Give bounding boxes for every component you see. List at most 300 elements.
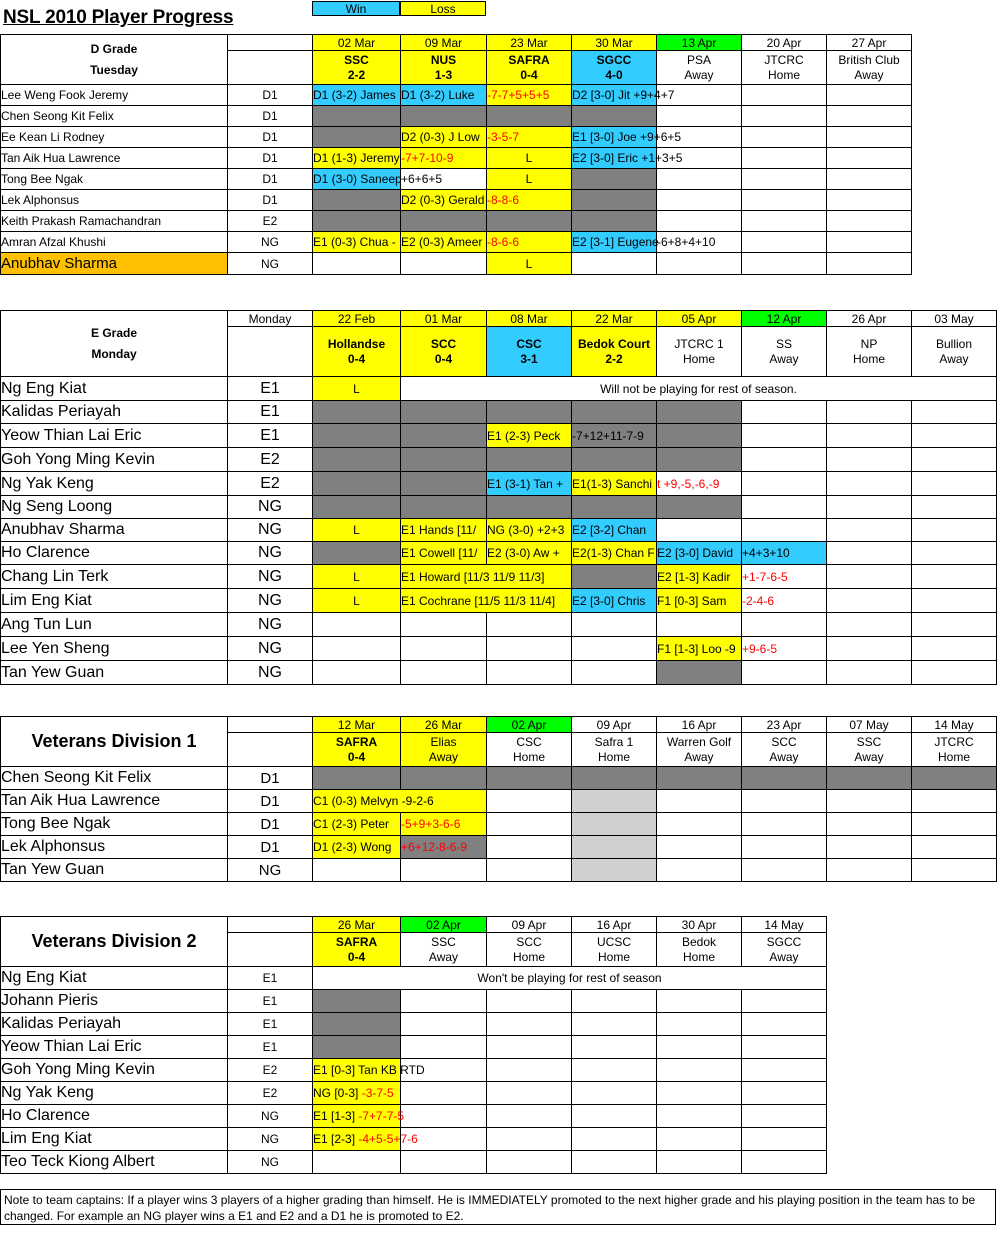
player-row: [1, 767, 997, 790]
result-cell: [572, 565, 657, 589]
result-cell: [912, 565, 997, 589]
result-cell: [742, 1128, 827, 1151]
result-cell: [572, 990, 657, 1013]
player-name: Lim Eng Kiat: [1, 1128, 228, 1151]
player-name: Tan Yew Guan: [1, 661, 228, 685]
player-name: Ng Eng Kiat: [1, 377, 228, 401]
match-date: 26 Apr: [827, 311, 912, 327]
result-cell: [912, 542, 997, 565]
result-cell: D2 [3-0] Jit +9+4+7: [572, 85, 657, 106]
result-cell: [657, 211, 742, 232]
result-cell: [487, 1036, 572, 1059]
player-grade: E1: [228, 377, 313, 401]
result-cell: -2-4-6: [742, 589, 827, 613]
match-date: 22 Feb: [313, 311, 401, 327]
result-cell: [572, 1036, 657, 1059]
result-cell: [912, 637, 997, 661]
result-cell: [313, 637, 401, 661]
result-cell: E1 [2-3] -4+5-5+7-6: [313, 1128, 401, 1151]
player-row: [1, 542, 997, 565]
player-row: [1, 127, 912, 148]
player-name: Lek Alphonsus: [1, 190, 228, 211]
result-cell: [572, 106, 657, 127]
result-cell: [827, 85, 912, 106]
result-cell: [313, 106, 401, 127]
opponent-cell: SCC Home: [487, 933, 572, 967]
result-cell: [657, 519, 742, 542]
result-cell: [572, 836, 657, 859]
player-row: [1, 1059, 827, 1082]
result-cell: [572, 661, 657, 685]
result-cell: [657, 253, 742, 275]
result-cell: [401, 1082, 487, 1105]
result-cell: [912, 836, 997, 859]
result-cell: [572, 613, 657, 637]
result-cell: [401, 401, 487, 424]
result-cell: [742, 1105, 827, 1128]
player-grade: E2: [228, 472, 313, 496]
d-grade-header: D Grade Tuesday: [1, 35, 228, 85]
result-cell: t +9,-5,-6,-9: [657, 472, 742, 496]
status-note: Will not be playing for rest of season.: [401, 377, 997, 401]
match-date: 14 May: [742, 917, 827, 933]
result-cell: E2 [3-2] Chan: [572, 519, 657, 542]
result-cell: [487, 1013, 572, 1036]
player-row: [1, 990, 827, 1013]
player-name: Chen Seong Kit Felix: [1, 106, 228, 127]
player-row: [1, 211, 912, 232]
player-name: Ang Tun Lun: [1, 613, 228, 637]
player-row: [1, 253, 912, 275]
result-cell: [827, 836, 912, 859]
result-cell: +6+6+5: [401, 169, 487, 190]
result-cell: [742, 613, 827, 637]
result-cell: [313, 448, 401, 472]
result-cell: [742, 127, 827, 148]
player-grade: D1: [228, 148, 313, 169]
player-row: [1, 424, 997, 448]
result-cell: [572, 1128, 657, 1151]
player-name: Ng Eng Kiat: [1, 967, 228, 990]
result-cell: E1 (0-3) Chua -: [313, 232, 401, 253]
player-row: [1, 190, 912, 211]
result-cell: [742, 767, 827, 790]
player-name: Lee Weng Fook Jeremy: [1, 85, 228, 106]
result-cell: [657, 613, 742, 637]
result-cell: [657, 1013, 742, 1036]
opponent-cell: CSC 3-1: [487, 327, 572, 377]
match-date: 16 Apr: [657, 717, 742, 733]
player-grade: NG: [228, 637, 313, 661]
player-name: Teo Teck Kiong Albert: [1, 1151, 228, 1174]
player-row: [1, 859, 997, 882]
result-cell: [401, 859, 487, 882]
opponent-cell: PSA Away: [657, 51, 742, 85]
opponent-cell: SAFRA 0-4: [313, 733, 401, 767]
result-cell: [657, 1059, 742, 1082]
result-cell: [401, 1105, 487, 1128]
match-date: 20 Apr: [742, 35, 827, 51]
result-cell: [313, 1036, 401, 1059]
result-cell: L: [487, 169, 572, 190]
player-row: [1, 967, 827, 990]
match-date: 05 Apr: [657, 311, 742, 327]
result-cell: [827, 589, 912, 613]
v1-day-cell: [228, 717, 313, 733]
d-blank-cell: [228, 51, 313, 85]
result-cell: [827, 472, 912, 496]
result-cell: [572, 767, 657, 790]
result-cell: [742, 790, 827, 813]
match-date: 14 May: [912, 717, 997, 733]
result-cell: L: [313, 519, 401, 542]
opponent-cell: Bullion Away: [912, 327, 997, 377]
result-cell: [572, 790, 657, 813]
result-cell: [742, 169, 827, 190]
result-cell: [657, 813, 742, 836]
player-grade: D1: [228, 127, 313, 148]
result-cell: E1 Cochrane [11/5 11/3 11/4]: [401, 589, 572, 613]
legend-loss: Loss: [400, 1, 486, 16]
result-cell: [572, 1059, 657, 1082]
result-cell: [313, 542, 401, 565]
result-cell: -6+8+4+10: [657, 232, 742, 253]
result-cell: [827, 127, 912, 148]
d-grade-table: [0, 34, 912, 275]
result-cell: [401, 424, 487, 448]
opponent-cell: SGCC Away: [742, 933, 827, 967]
result-cell: [742, 253, 827, 275]
opponent-cell: SAFRA 0-4: [487, 51, 572, 85]
match-date: 09 Apr: [487, 917, 572, 933]
player-name: Kalidas Periayah: [1, 401, 228, 424]
result-cell: [657, 1036, 742, 1059]
result-cell: L: [487, 148, 572, 169]
player-grade: E1: [228, 401, 313, 424]
result-cell: [401, 767, 487, 790]
player-row: [1, 519, 997, 542]
match-date: 02 Mar: [313, 35, 401, 51]
match-date: 01 Mar: [401, 311, 487, 327]
score-text: -3-7-5: [361, 1086, 394, 1100]
result-cell: E2 (3-0) Aw +: [487, 542, 572, 565]
player-grade: D1: [228, 85, 313, 106]
status-note: Won't be playing for rest of season: [313, 967, 827, 990]
player-grade: D1: [228, 767, 313, 790]
player-grade: E1: [228, 1013, 313, 1036]
v1-blank-cell: [228, 733, 313, 767]
result-cell: [401, 990, 487, 1013]
player-grade: D1: [228, 813, 313, 836]
page-title: NSL 2010 Player Progress: [3, 7, 234, 28]
result-cell: NG (3-0) +2+3: [487, 519, 572, 542]
result-cell: -8-6-6: [487, 232, 572, 253]
result-cell: [487, 1151, 572, 1174]
player-grade: NG: [228, 1105, 313, 1128]
player-grade: NG: [228, 589, 313, 613]
result-cell: [742, 859, 827, 882]
result-cell: [313, 767, 401, 790]
match-date: 12 Mar: [313, 717, 401, 733]
result-cell: [657, 1082, 742, 1105]
result-cell: [827, 790, 912, 813]
result-cell: [487, 661, 572, 685]
match-date: 16 Apr: [572, 917, 657, 933]
player-name: Tong Bee Ngak: [1, 169, 228, 190]
match-date: 23 Mar: [487, 35, 572, 51]
result-cell: [827, 424, 912, 448]
result-cell: [572, 253, 657, 275]
result-cell: [572, 859, 657, 882]
player-row: [1, 1082, 827, 1105]
player-name: Tong Bee Ngak: [1, 813, 228, 836]
result-cell: NG [0-3] -3-7-5: [313, 1082, 401, 1105]
result-cell: [572, 190, 657, 211]
v2-day-cell: [228, 917, 313, 933]
result-cell: [657, 836, 742, 859]
result-cell: E1 (3-1) Tan +: [487, 472, 572, 496]
player-name: Ng Seng Loong: [1, 496, 228, 519]
opponent-cell: SCC 0-4: [401, 327, 487, 377]
result-cell: [487, 613, 572, 637]
opponent-cell: SSC 2-2: [313, 51, 401, 85]
result-cell: E1(1-3) Sanchi: [572, 472, 657, 496]
veterans-div1-header: Veterans Division 1: [1, 717, 228, 767]
match-date: 13 Apr: [657, 35, 742, 51]
result-cell: [487, 1105, 572, 1128]
result-cell: L: [313, 377, 401, 401]
player-name: Ng Yak Keng: [1, 1082, 228, 1105]
player-name: Anubhav Sharma: [1, 253, 228, 275]
opponent-cell: JTCRC Home: [912, 733, 997, 767]
result-cell: -7+12+11-7-9: [572, 424, 657, 448]
result-cell: [487, 836, 572, 859]
result-cell: E2(1-3) Chan F: [572, 542, 657, 565]
result-cell: [401, 637, 487, 661]
v2-blank-cell: [228, 933, 313, 967]
result-cell: D1 (3-2) Luke: [401, 85, 487, 106]
result-cell: E1 [0-3] Tan KB RTD: [313, 1059, 401, 1082]
captains-note: Note to team captains: If a player wins 3 players of a higher grading than himself. He is IMMEDIATELY promoted to the next higher grade and his playing position in the team has to be changed. For example an NG player wins a E1 and E2 and a D1 he is promoted to E2.: [0, 1189, 996, 1225]
match-date: 30 Apr: [657, 917, 742, 933]
result-cell: [742, 813, 827, 836]
result-cell: [827, 106, 912, 127]
player-grade: NG: [228, 1151, 313, 1174]
player-name: Goh Yong Ming Kevin: [1, 1059, 228, 1082]
result-cell: [313, 190, 401, 211]
player-row: [1, 661, 997, 685]
result-cell: +9-6-5: [742, 637, 827, 661]
opponent-cell: Hollandse 0-4: [313, 327, 401, 377]
result-cell: [912, 424, 997, 448]
result-cell: L: [313, 565, 401, 589]
match-date: 03 May: [912, 311, 997, 327]
result-cell: +1-7-6-5: [742, 565, 827, 589]
player-row: [1, 1151, 827, 1174]
player-name: Amran Afzal Khushi: [1, 232, 228, 253]
result-cell: [742, 519, 827, 542]
player-row: [1, 232, 912, 253]
player-grade: E1: [228, 967, 313, 990]
result-cell: [912, 859, 997, 882]
match-date: 26 Mar: [313, 917, 401, 933]
player-grade: NG: [228, 661, 313, 685]
match-date: 09 Mar: [401, 35, 487, 51]
player-name: Yeow Thian Lai Eric: [1, 424, 228, 448]
player-row: [1, 472, 997, 496]
result-cell: [487, 401, 572, 424]
result-cell: [657, 169, 742, 190]
result-cell: [742, 990, 827, 1013]
player-name: Keith Prakash Ramachandran: [1, 211, 228, 232]
result-cell: +4+3+10: [742, 542, 827, 565]
result-cell: [912, 589, 997, 613]
result-cell: [657, 424, 742, 448]
result-cell: [827, 401, 912, 424]
player-row: [1, 613, 997, 637]
player-name: Tan Yew Guan: [1, 859, 228, 882]
result-cell: [572, 211, 657, 232]
player-row: [1, 169, 912, 190]
result-cell: [657, 1105, 742, 1128]
player-name: Ho Clarence: [1, 1105, 228, 1128]
result-cell: E2 [3-0] Chris: [572, 589, 657, 613]
result-cell: [401, 496, 487, 519]
result-cell: [401, 472, 487, 496]
result-cell: [572, 448, 657, 472]
player-name: Lim Eng Kiat: [1, 589, 228, 613]
opponent-cell: Safra 1 Home: [572, 733, 657, 767]
result-cell: [827, 496, 912, 519]
result-cell: [401, 613, 487, 637]
match-date: 30 Mar: [572, 35, 657, 51]
result-cell: E2 [3-0] Eric +1+3+5: [572, 148, 657, 169]
result-cell: [742, 661, 827, 685]
result-cell: [572, 169, 657, 190]
score-text: -4+5-5+7-6: [358, 1132, 418, 1146]
result-cell: D1 (3-2) James: [313, 85, 401, 106]
result-cell: [313, 859, 401, 882]
opponent-cell: NUS 1-3: [401, 51, 487, 85]
result-cell: [313, 127, 401, 148]
result-cell: [487, 211, 572, 232]
e-grade-table: [0, 310, 997, 685]
result-cell: [827, 859, 912, 882]
result-cell: [827, 637, 912, 661]
opponent-cell: SSC Away: [827, 733, 912, 767]
result-cell: [657, 190, 742, 211]
result-cell: [912, 613, 997, 637]
result-cell: D2 (0-3) Gerald: [401, 190, 487, 211]
result-cell: F1 [1-3] Loo -9: [657, 637, 742, 661]
e-grade-header: E Grade Monday: [1, 311, 228, 377]
result-cell: [401, 1151, 487, 1174]
result-cell: [401, 106, 487, 127]
player-grade: NG: [228, 859, 313, 882]
result-cell: [487, 790, 572, 813]
result-cell: C1 (2-3) Peter: [313, 813, 401, 836]
e-blank-cell: [228, 327, 313, 377]
result-cell: [401, 661, 487, 685]
opponent-cell: SSC Away: [401, 933, 487, 967]
result-cell: [742, 836, 827, 859]
player-name: Anubhav Sharma: [1, 519, 228, 542]
match-date: 09 Apr: [572, 717, 657, 733]
result-cell: [827, 211, 912, 232]
result-cell: E1 Howard [11/3 11/9 11/3]: [401, 565, 572, 589]
player-row: [1, 448, 997, 472]
result-cell: [827, 232, 912, 253]
player-row: [1, 813, 997, 836]
result-cell: [487, 637, 572, 661]
result-cell: [912, 496, 997, 519]
result-cell: [487, 859, 572, 882]
match-date: 02 Apr: [401, 917, 487, 933]
result-cell: [313, 401, 401, 424]
result-cell: [657, 401, 742, 424]
player-row: [1, 85, 912, 106]
result-cell: [487, 1082, 572, 1105]
result-cell: E2 [1-3] Kadir: [657, 565, 742, 589]
result-cell: [313, 661, 401, 685]
player-row: [1, 637, 997, 661]
player-grade: D1: [228, 169, 313, 190]
result-cell: [742, 106, 827, 127]
result-cell: [657, 990, 742, 1013]
result-cell: -7+7-10-9: [401, 148, 487, 169]
result-cell: [742, 190, 827, 211]
result-cell: [657, 106, 742, 127]
player-grade: NG: [228, 253, 313, 275]
result-cell: D1 (1-3) Jeremy: [313, 148, 401, 169]
result-cell: [487, 767, 572, 790]
result-cell: [572, 401, 657, 424]
opponent-cell: SS Away: [742, 327, 827, 377]
result-cell: E1 Cowell [11/: [401, 542, 487, 565]
result-cell: [912, 519, 997, 542]
result-cell: [313, 424, 401, 448]
opponent-cell: JTCRC 1 Home: [657, 327, 742, 377]
result-cell: [487, 496, 572, 519]
opponent-cell: JTCRC Home: [742, 51, 827, 85]
player-name: Chen Seong Kit Felix: [1, 767, 228, 790]
player-row: [1, 377, 997, 401]
player-grade: NG: [228, 1128, 313, 1151]
result-cell: [401, 253, 487, 275]
result-cell: [912, 448, 997, 472]
result-cell: [657, 767, 742, 790]
result-cell: [572, 1151, 657, 1174]
result-cell: [912, 767, 997, 790]
result-cell: [742, 1036, 827, 1059]
result-cell: [742, 85, 827, 106]
player-grade: NG: [228, 232, 313, 253]
player-name: Tan Aik Hua Lawrence: [1, 148, 228, 169]
player-name: Chang Lin Terk: [1, 565, 228, 589]
result-cell: [487, 990, 572, 1013]
player-grade: E2: [228, 1059, 313, 1082]
player-grade: D1: [228, 836, 313, 859]
day-label: Monday: [228, 311, 313, 327]
result-cell: E1 [3-0] Joe +9+6+5: [572, 127, 657, 148]
result-cell: E1 (2-3) Peck: [487, 424, 572, 448]
player-row: [1, 565, 997, 589]
result-cell: [487, 448, 572, 472]
d-day-cell: [228, 35, 313, 51]
result-cell: E2 (0-3) Ameer: [401, 232, 487, 253]
result-cell: [487, 106, 572, 127]
match-date: 27 Apr: [827, 35, 912, 51]
